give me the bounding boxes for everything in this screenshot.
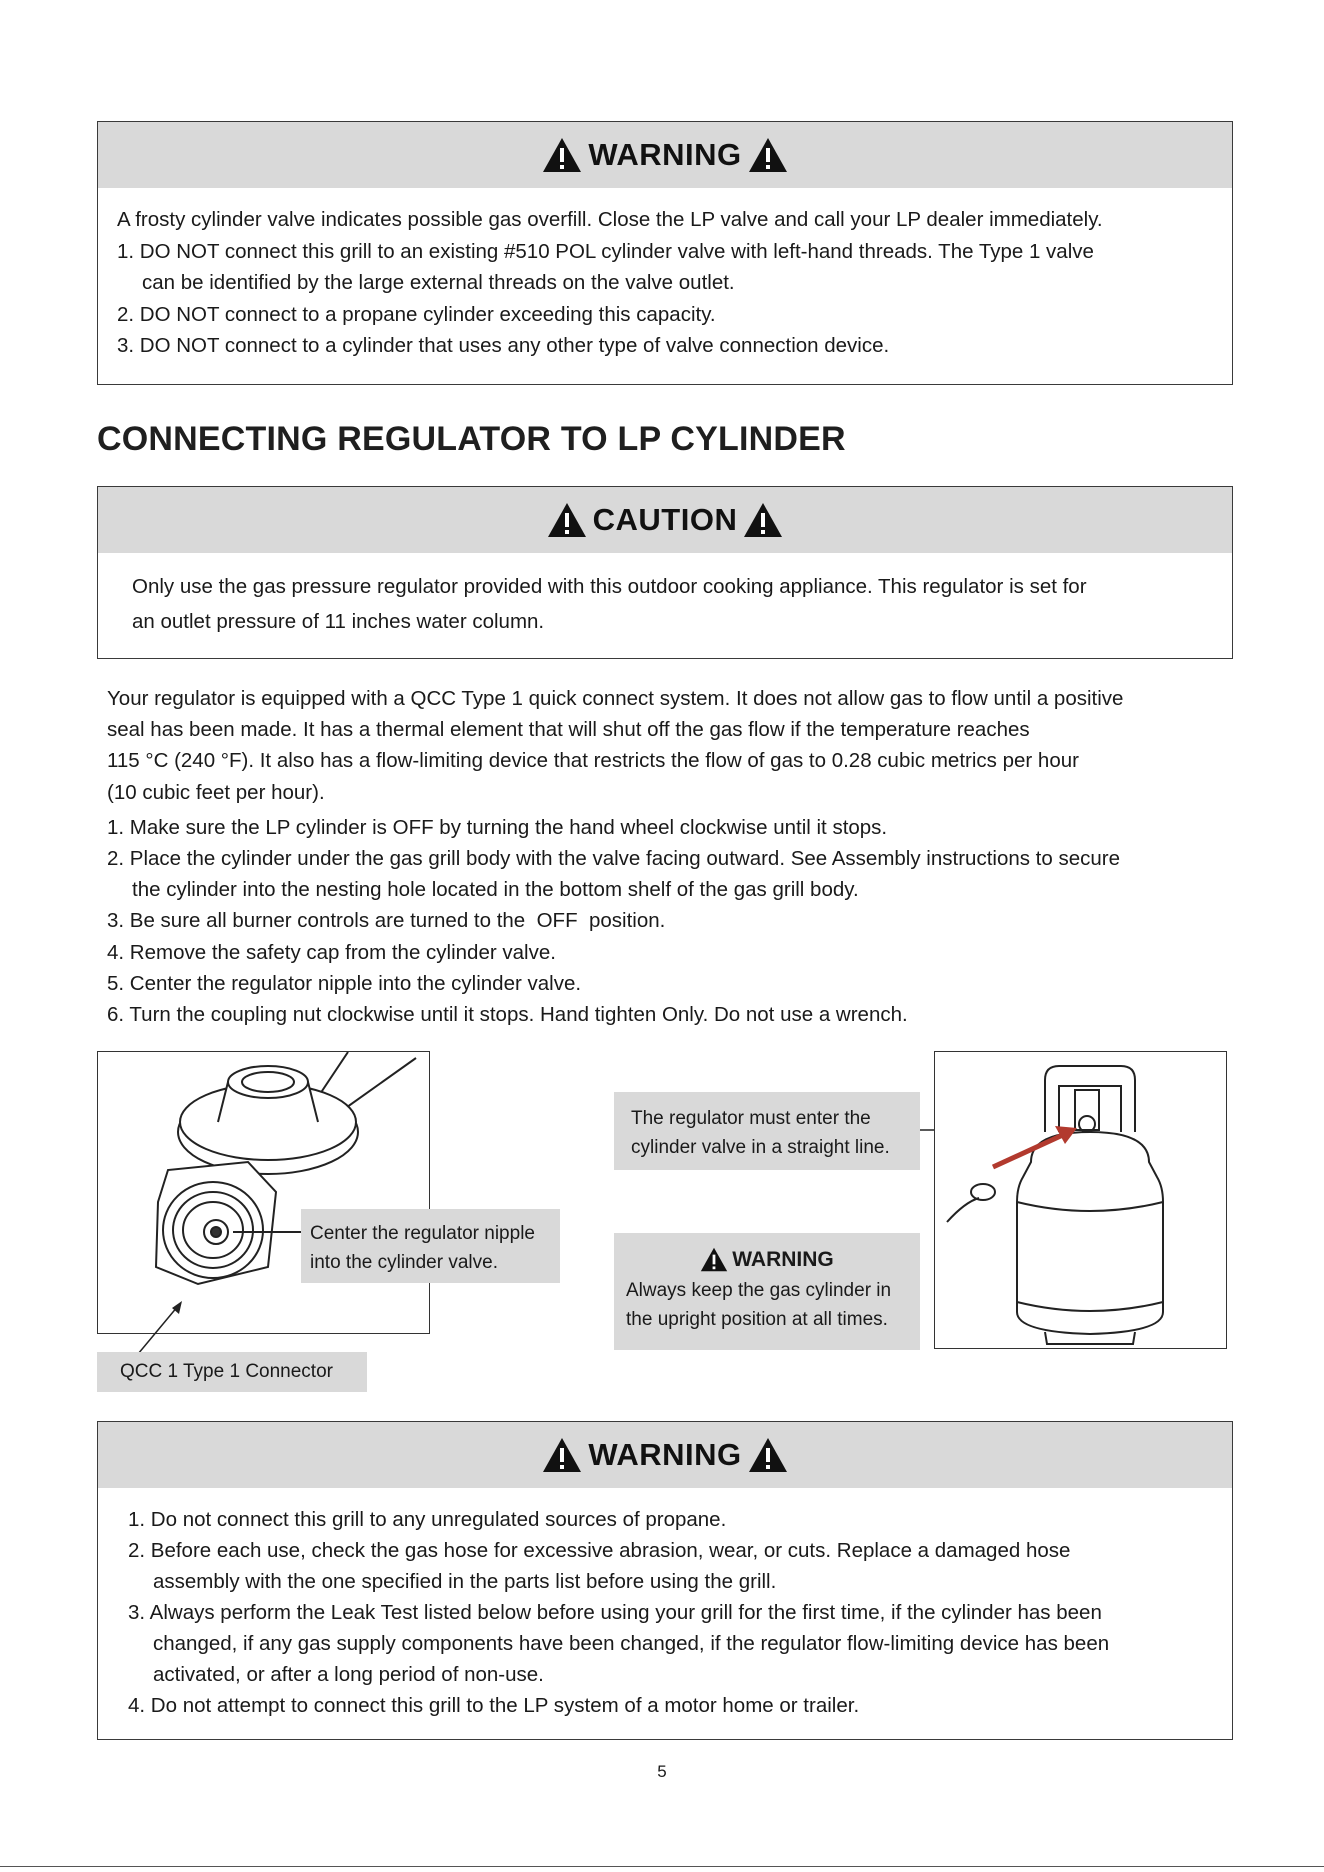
warning-item: 2. Before each use, check the gas hose for excessive abrasion, wear, or cuts. Replace a damaged hose — [128, 1539, 1071, 1562]
regulator-drawing — [98, 1052, 431, 1335]
warning-triangle-icon — [743, 502, 783, 538]
callout-text: the upright position at all times. — [626, 1309, 888, 1330]
mini-warning-header — [626, 1245, 908, 1274]
intro-text: 115 °C (240 °F). It also has a flow-limiting device that restricts the flow of gas to 0.28 cubic metrics per hour — [107, 749, 1079, 773]
section-title: CONNECTING REGULATOR TO LP CYLINDER — [97, 420, 846, 458]
page-number: 5 — [657, 1762, 667, 1781]
warning-item: 3. DO NOT connect to a cylinder that uses any other type of valve connection device. — [117, 334, 890, 357]
warning-body — [98, 1488, 1232, 1721]
warning-box-bottom — [97, 1421, 1233, 1740]
warning-triangle-icon — [748, 1437, 788, 1473]
caution-text: Only use the gas pressure regulator provided with this outdoor cooking appliance. This regulator is set for — [132, 575, 1087, 598]
connector-label-text: QCC 1 Type 1 Connector — [120, 1361, 333, 1382]
warning-item-cont: activated, or after a long period of non-use. — [153, 1663, 544, 1686]
warning-triangle-icon — [547, 502, 587, 538]
step-item: 6. Turn the coupling nut clockwise until it stops. Hand tighten Only. Do not use a wrench. — [107, 1003, 908, 1027]
caution-header — [98, 487, 1232, 553]
straight-line-callout — [614, 1092, 920, 1170]
intro-text: (10 cubic feet per hour). — [107, 780, 325, 804]
step-item: 3. Be sure all burner controls are turned to the OFF position. — [107, 909, 666, 933]
upright-warning-callout — [614, 1233, 920, 1350]
warning-text: A frosty cylinder valve indicates possible gas overfill. Close the LP valve and call your LP dealer immediately. — [117, 208, 1103, 231]
warning-header — [98, 122, 1232, 188]
caution-body — [98, 553, 1232, 639]
step-item: 1. Make sure the LP cylinder is OFF by turning the hand wheel clockwise until it stops. — [107, 815, 888, 839]
step-item: 5. Center the regulator nipple into the cylinder valve. — [107, 971, 582, 995]
warning-triangle-icon — [748, 137, 788, 173]
callout-text: cylinder valve in a straight line. — [631, 1137, 890, 1158]
warning-item: 1. DO NOT connect this grill to an existing #510 POL cylinder valve with left-hand threads. The Type 1 valve — [117, 239, 1094, 263]
step-item: 2. Place the cylinder under the gas grill body with the valve facing outward. See Assembly instructions to secure — [107, 847, 1121, 871]
warning-item-cont: changed, if any gas supply components have been changed, if the regulator flow-limiting device has been — [153, 1632, 1110, 1655]
warning-triangle-icon — [542, 137, 582, 173]
warning-body — [98, 188, 1232, 362]
caution-text: an outlet pressure of 11 inches water column. — [132, 610, 545, 633]
intro-text: Your regulator is equipped with a QCC Type 1 quick connect system. It does not allow gas to flow until a positive — [107, 687, 1124, 710]
cylinder-drawing — [935, 1052, 1228, 1350]
warning-box-top — [97, 121, 1233, 385]
nipple-callout — [301, 1209, 560, 1283]
callout-text: into the cylinder valve. — [310, 1252, 498, 1273]
warning-item: 2. DO NOT connect to a propane cylinder exceeding this capacity. — [117, 302, 716, 326]
callout-text: Always keep the gas cylinder in — [626, 1280, 892, 1301]
callout-text: Center the regulator nipple — [310, 1223, 535, 1244]
step-item: 4. Remove the safety cap from the cylinder valve. — [107, 940, 556, 964]
connector-label — [97, 1352, 367, 1392]
step-item-cont: the cylinder into the nesting hole located in the bottom shelf of the gas grill body. — [132, 878, 859, 902]
warning-header — [98, 1422, 1232, 1488]
cylinder-illustration — [934, 1051, 1227, 1349]
instructions — [107, 683, 1237, 1030]
warning-item: 4. Do not attempt to connect this grill to the LP system of a motor home or trailer. — [128, 1694, 860, 1717]
page-bottom-rule — [0, 1866, 1324, 1867]
warning-item: 3. Always perform the Leak Test listed below before using your grill for the first time, if the cylinder has been — [128, 1601, 1102, 1624]
mini-warning-heading: WARNING — [732, 1248, 834, 1271]
intro-text: seal has been made. It has a thermal element that will shut off the gas flow if the temperature reaches — [107, 718, 1030, 742]
callout-text: The regulator must enter the — [631, 1108, 871, 1129]
warning-triangle-icon — [542, 1437, 582, 1473]
warning-triangle-icon — [700, 1247, 728, 1272]
warning-item-cont: assembly with the one specified in the parts list before using the grill. — [153, 1570, 777, 1593]
warning-item: 1. Do not connect this grill to any unregulated sources of propane. — [128, 1508, 727, 1531]
caution-heading: CAUTION — [592, 502, 738, 537]
caution-box — [97, 486, 1233, 659]
pointer-arrow-icon — [130, 1298, 190, 1358]
warning-heading: WARNING — [588, 137, 742, 172]
regulator-illustration — [97, 1051, 430, 1334]
warning-item-cont: can be identified by the large external threads on the valve outlet. — [142, 271, 735, 294]
warning-heading: WARNING — [588, 1437, 742, 1472]
